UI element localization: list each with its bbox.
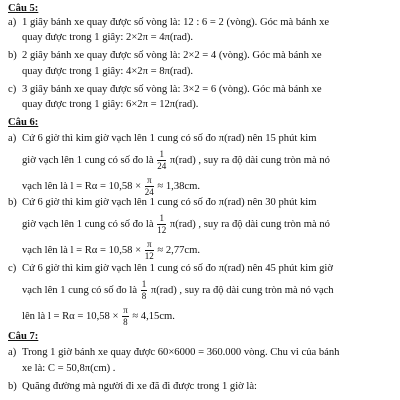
q6-b-line3	[22, 240, 386, 261]
q6-a-fraction2	[145, 176, 154, 197]
question-5-title: Câu 5:	[8, 3, 39, 14]
q6-b-line3-start: vạch lên là l = Rα = 10,58 ×	[22, 244, 142, 256]
q5-a-line1: 1 giây bánh xe quay được số vòng là: 12 : 6 = 2 (vòng). Góc mà bánh xe	[22, 17, 330, 28]
q6-c-line2	[22, 280, 386, 301]
q5-a-line2: quay được trong 1 giây: 2×2π = 4π(rad).	[22, 32, 194, 43]
q6-c-label: c)	[8, 263, 17, 274]
q5-b-label: b)	[8, 50, 17, 61]
q6-c-frac2-den: 8	[123, 317, 128, 327]
q6-c-fraction2	[122, 306, 129, 327]
q5-c-line1: 3 giây bánh xe quay được số vòng là: 3×2 = 6 (vòng). Góc mà bánh xe	[22, 84, 322, 95]
q5-b-line2: quay được trong 1 giây: 4×2π = 8π(rad).	[22, 66, 194, 77]
q6-b-line1: Cứ 6 giờ thì kim giờ vạch lên 1 cung có số đo π(rad) nên 30 phút kim	[22, 197, 317, 208]
q6-c-line1: Cứ 6 giờ thì kim giờ vạch lên 1 cung có số đo π(rad) nên 45 phút kim giờ	[22, 263, 333, 274]
q6-c-line3	[22, 306, 386, 327]
q6-b-frac2-den: 12	[144, 251, 154, 261]
q6-b-frac-den: 12	[157, 225, 167, 235]
q5-c-line2: quay được trong 1 giây: 6×2π = 12π(rad).	[22, 99, 199, 110]
q6-b-line3-end: ≈ 2,77cm.	[157, 244, 200, 256]
q6-a-frac-num: 1	[157, 150, 166, 161]
q6-a-frac-den: 24	[157, 161, 167, 171]
q6-c-line3-start: lên là l = Rα = 10,58 ×	[22, 310, 119, 322]
q7-b-line1: Quãng đường mà người đi xe đã đi được trong 1 giờ là:	[22, 381, 257, 392]
q6-a-line1: Cứ 6 giờ thì kim giờ vạch lên 1 cung có số đo π(rad) nên 15 phút kim	[22, 133, 317, 144]
q6-b-line2	[22, 214, 386, 235]
q6-a-line2-start: giờ vạch lên 1 cung có số đo là	[22, 154, 154, 166]
q5-b-line1: 2 giây bánh xe quay được số vòng là: 2×2 = 4 (vòng). Góc mà bánh xe	[22, 50, 322, 61]
q6-a-line3-start: vạch lên là l = Rα = 10,58 ×	[22, 180, 142, 192]
question-7-title: Câu 7:	[8, 331, 39, 342]
q6-b-line2-start: giờ vạch lên 1 cung có số đo là	[22, 218, 154, 230]
q6-c-line2-end: π(rad) , suy ra độ dài cung tròn mà nó vạch	[150, 284, 334, 296]
q6-b-line2-end: π(rad) , suy ra độ dài cung tròn mà nó	[169, 218, 330, 230]
q5-c-label: c)	[8, 84, 17, 95]
q6-b-frac2-num: π	[145, 240, 154, 251]
q6-a-line2-end: π(rad) , suy ra độ dài cung tròn mà nó	[169, 154, 330, 166]
q6-c-fraction	[141, 280, 148, 301]
q6-a-line2	[22, 150, 386, 171]
q6-a-line3-end: ≈ 1,38cm.	[157, 180, 200, 192]
q6-c-line2-start: vạch lên 1 cung có số đo là	[22, 284, 138, 296]
q5-a-label: a)	[8, 17, 17, 28]
q6-b-fraction2	[145, 240, 154, 261]
q7-a-line2: xe là: C = 50,8π(cm) .	[22, 363, 116, 374]
q7-a-line1: Trong 1 giờ bánh xe quay được 60×6000 = 360.000 vòng. Chu vi của bánh	[22, 347, 340, 358]
question-6-title: Câu 6:	[8, 117, 39, 128]
q6-a-label: a)	[8, 133, 17, 144]
q6-b-fraction	[157, 214, 166, 235]
q6-b-frac-num: 1	[157, 214, 166, 225]
q6-c-line3-end: ≈ 4,15cm.	[132, 310, 175, 322]
q6-c-frac2-num: π	[123, 305, 128, 315]
q6-a-fraction	[157, 150, 166, 171]
q6-a-frac2-den: 24	[144, 187, 154, 197]
q6-c-frac-den: 8	[141, 291, 147, 301]
q6-b-label: b)	[8, 197, 17, 208]
q7-b-label: b)	[8, 381, 17, 392]
q7-a-label: a)	[8, 347, 17, 358]
q6-a-frac2-num: π	[145, 176, 154, 187]
q6-c-frac-num: 1	[141, 279, 147, 289]
q6-a-line3	[22, 176, 386, 197]
